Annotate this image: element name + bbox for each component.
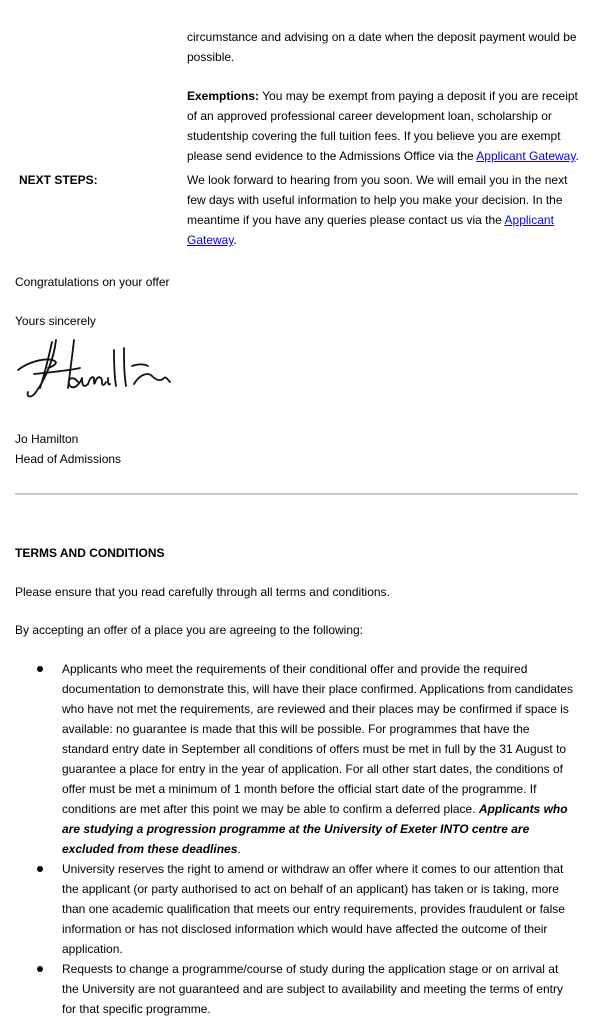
list-item [0, 859, 578, 959]
terms-accepting [15, 620, 363, 640]
term-emphasis: Applicants who are studying a progression programme at the University of Exeter INTO centre are excluded from these deadlines [62, 802, 568, 856]
terms-intro-text: Please ensure that you read carefully through all terms and conditions. [15, 585, 390, 599]
exemptions-text: You may be exempt from paying a deposit if you are receipt of an approved professional career development loan, scholarship or studentship covering the full tuition fees. If you believe you are exempt please send evidence to the Admissions Office via the [187, 89, 578, 163]
bullet-icon [37, 666, 43, 672]
next-steps-text: We look forward to hearing from you soon. We will email you in the next few days with useful information to help you make your decision. In the meantime if you have any queries please contact us via the [187, 173, 568, 227]
terms-list [0, 659, 600, 1019]
signatory-title-text: Head of Admissions [15, 452, 122, 466]
circumstance-text: circumstance and advising on a date when the deposit payment would be possible. [187, 30, 577, 64]
bullet-icon [37, 866, 43, 872]
applicant-gateway-link-2[interactable]: Applicant Gateway [187, 213, 554, 247]
exemptions-end: . [575, 149, 579, 163]
list-item [0, 959, 578, 1019]
bullet-icon [37, 966, 43, 972]
section-divider [15, 493, 578, 495]
terms-accepting-text: By accepting an offer of a place you are agreeing to the following: [15, 623, 364, 637]
signatory-name-text: Jo Hamilton [15, 432, 79, 446]
terms-heading-text: TERMS AND CONDITIONS [15, 546, 165, 560]
applicant-gateway-link-1[interactable]: Applicant Gateway [476, 149, 576, 163]
list-item [0, 659, 578, 859]
closing-text: Yours sincerely [15, 314, 96, 328]
next-steps-label [19, 170, 98, 190]
circumstance-paragraph [187, 27, 579, 67]
congratulations-text: Congratulations on your offer [15, 275, 170, 289]
term-end: . [237, 842, 241, 856]
signatory-name [15, 429, 78, 449]
terms-heading [15, 543, 165, 563]
next-steps-end: . [233, 233, 237, 247]
exemptions-label: Exemptions: [187, 89, 260, 103]
term-text: Applicants who meet the requirements of their conditional offer and provide the required documentation to demonstrate this, will have their place confirmed. Applications from candidates who have not met the requirements, are reviewed and their places may be confirmed if space is available: no guarantee is made that this will be possible. For programmes that have the standard entry date in September all conditions of offers must be met in full by the 31 August to guarantee a place for entry in the year of application. For all other start dates, the conditions of offer must be met a minimum of 1 month before the official start date of the programme. If conditions are met after this point we may be able to confirm a deferred place. [62, 662, 573, 816]
congratulations-line [15, 272, 170, 292]
terms-intro [15, 582, 390, 602]
next-steps-label-text: NEXT STEPS: [19, 173, 98, 187]
closing-line [15, 311, 96, 331]
signatory-title [15, 449, 121, 469]
term-text: Requests to change a programme/course of study during the application stage or on arrival at the University are not guaranteed and are subject to availability and meeting the terms of entry for that specific programme. [62, 962, 563, 1016]
next-steps-paragraph [187, 170, 582, 250]
term-text: University reserves the right to amend or withdraw an offer where it comes to our attention that the applicant (or party authorised to act on behalf of an applicant) has taken or is taking, more than one academic qualification that meets our entry requirements, provides fraudulent or false information or has not disclosed information which would have affected the outcome of their application. [62, 862, 565, 956]
exemptions-paragraph [187, 86, 579, 166]
signature [14, 330, 174, 405]
